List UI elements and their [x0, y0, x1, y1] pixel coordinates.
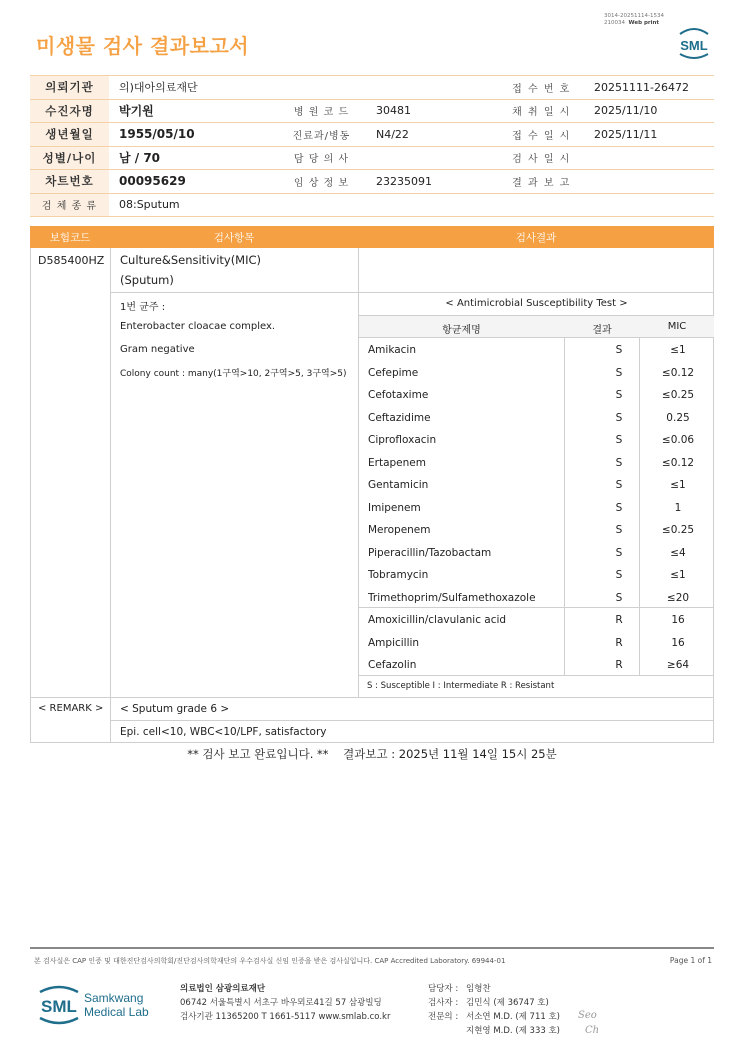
- info-row: [30, 193, 714, 217]
- staff-row: [428, 1024, 560, 1038]
- ast-mic: ≤1: [670, 479, 686, 491]
- info-value: [366, 193, 499, 217]
- staff-list: [428, 982, 560, 1038]
- page-number: Page 1 of 1: [669, 956, 712, 965]
- ast-result: R: [615, 659, 623, 671]
- ast-title: < Antimicrobial Susceptibility Test >: [445, 298, 628, 309]
- ast-row: [359, 473, 714, 496]
- test-item-specimen: (Sputum): [120, 273, 174, 287]
- info-label: 의뢰기관: [30, 76, 109, 100]
- info-label: 진료과/병동: [277, 123, 366, 147]
- ast-mic: 1: [674, 501, 682, 514]
- ast-result: S: [615, 344, 623, 356]
- info-label: 병 원 코 드: [277, 99, 366, 123]
- ast-mic: ≤1: [670, 344, 686, 356]
- ast-result: S: [615, 479, 623, 491]
- completion-notice: ** 검사 보고 완료입니다. ** 결과보고 : 2025년 11월 14일 15시 25분: [187, 747, 557, 761]
- remark-line2: Epi. cell<10, WBC<10/LPF, satisfactory: [120, 726, 327, 738]
- info-label: [277, 193, 366, 217]
- info-label: 결 과 보 고: [499, 170, 584, 194]
- ast-result: S: [615, 591, 623, 604]
- ast-row: [359, 338, 714, 361]
- gram-stain: Gram negative: [120, 344, 195, 355]
- staff-role: 검사자 :: [428, 998, 459, 1008]
- organization-info: [180, 982, 390, 1024]
- ast-drug-name: Cefazolin: [368, 659, 417, 671]
- ast-mic: 16: [671, 614, 685, 626]
- info-label: 임 상 정 보: [277, 170, 366, 194]
- info-value: 00095629: [109, 170, 277, 194]
- info-value: 의)대아의료재단: [109, 76, 277, 100]
- ast-row: [359, 653, 714, 676]
- col-insurance-code: 보험코드: [49, 231, 91, 244]
- print-id-label: Web print: [628, 20, 660, 26]
- ast-row: [359, 541, 714, 564]
- info-label: 접 수 일 시: [499, 123, 584, 147]
- patient-info-table: [30, 75, 714, 217]
- insurance-code: D585400HZ: [38, 254, 105, 267]
- remark-line1: < Sputum grade 6 >: [120, 703, 230, 715]
- staff-row: [428, 982, 560, 996]
- sml-logo: [672, 24, 716, 62]
- info-label: [277, 76, 366, 100]
- ast-drug-name: Ciprofloxacin: [368, 434, 437, 446]
- ast-row: [359, 563, 714, 586]
- print-id-code: 210034: [604, 20, 625, 26]
- info-row: [30, 76, 714, 100]
- info-label: 접 수 번 호: [499, 76, 584, 100]
- staff-name: 김민식 (제 36747 호): [466, 998, 549, 1008]
- result-table: [30, 226, 714, 743]
- colony-count: Colony count : many(1구역>10, 2구역>5, 3구역>5): [120, 369, 347, 379]
- info-value: N4/22: [366, 123, 499, 147]
- ast-result: R: [615, 614, 623, 626]
- staff-name: 지현영 M.D. (제 333 호): [466, 1026, 561, 1036]
- ast-mic: ≤0.25: [661, 524, 695, 536]
- ast-header: [359, 316, 714, 337]
- ast-mic: ≤4: [670, 546, 686, 559]
- signature-1: Seo: [578, 1010, 597, 1021]
- ast-mic: ≤0.06: [661, 434, 695, 446]
- ast-drug-name: Piperacillin/Tazobactam: [368, 546, 492, 559]
- ast-result: S: [615, 501, 623, 514]
- ast-drug-name: Cefepime: [368, 366, 419, 379]
- staff-name: 서소연 M.D. (제 711 호): [466, 1012, 561, 1022]
- ast-mic: ≤0.12: [661, 366, 695, 379]
- ast-drug-name: Cefotaxime: [368, 389, 429, 401]
- info-value: 남 / 70: [109, 146, 277, 170]
- samkwang-logo-name1: Samkwang: [84, 991, 144, 1005]
- info-value: [584, 170, 714, 194]
- col-test-result: 검사결과: [515, 231, 557, 244]
- staff-role: 담당자 :: [428, 984, 459, 994]
- info-label: 검 사 일 시: [499, 146, 584, 170]
- ast-row: [359, 383, 714, 406]
- info-label: 검 체 종 류: [30, 193, 109, 217]
- staff-name: 임형찬: [466, 984, 491, 994]
- info-row: [30, 146, 714, 170]
- staff-row: [428, 1010, 560, 1024]
- footer-divider: [30, 947, 714, 949]
- ast-drug-name: Imipenem: [368, 501, 421, 514]
- signature-2: Ch: [585, 1025, 600, 1036]
- ast-result: S: [615, 524, 623, 536]
- info-value: [366, 146, 499, 170]
- info-label: 수진자명: [30, 99, 109, 123]
- ast-result: R: [615, 636, 623, 649]
- info-value: [584, 193, 714, 217]
- samkwang-logo-name2: Medical Lab: [84, 1005, 149, 1019]
- ast-row: [359, 496, 714, 519]
- info-label: 담 당 의 사: [277, 146, 366, 170]
- info-value: 08:Sputum: [109, 193, 277, 217]
- samkwang-logo: [36, 980, 186, 1028]
- ast-mic: ≤0.12: [661, 456, 695, 469]
- ast-result: S: [615, 569, 623, 581]
- info-value: [584, 146, 714, 170]
- info-value: 23235091: [366, 170, 499, 194]
- info-value: 1955/05/10: [109, 123, 277, 147]
- ast-drug-name: Tobramycin: [368, 569, 429, 581]
- info-value: 2025/11/11: [584, 123, 714, 147]
- ast-mic: ≥64: [666, 659, 690, 671]
- org-address: 06742 서울특별시 서초구 바우뫼로41길 57 삼광빌딩: [180, 998, 382, 1008]
- info-label: 성별/나이: [30, 146, 109, 170]
- ast-row: [359, 518, 714, 541]
- result-table-header: [30, 226, 714, 248]
- info-label: 채 취 일 시: [499, 99, 584, 123]
- test-item-name: Culture&Sensitivity(MIC): [120, 253, 262, 267]
- organism-number: 1번 균주 :: [120, 302, 166, 313]
- ast-drug-name: Amoxicillin/clavulanic acid: [368, 614, 507, 626]
- col-test-item: 검사항목: [213, 231, 255, 244]
- org-name: 의료법인 삼광의료재단: [180, 984, 266, 994]
- ast-mic: ≤0.25: [661, 389, 695, 401]
- ast-col-drug: 항균제명: [442, 325, 481, 336]
- ast-row: [359, 451, 714, 474]
- org-contact: 검사기관 11365200 T 1661-5117 www.smlab.co.kr: [180, 1012, 391, 1022]
- info-value: 20251111-26472: [584, 76, 714, 100]
- info-value: 30481: [366, 99, 499, 123]
- ast-col-mic: MIC: [667, 321, 687, 332]
- ast-row: [359, 428, 714, 451]
- info-row: [30, 123, 714, 147]
- info-value: [366, 76, 499, 100]
- info-value: 박기원: [109, 99, 277, 123]
- info-row: [30, 99, 714, 123]
- ast-mic: ≤1: [670, 569, 686, 581]
- remark-label: < REMARK >: [38, 703, 104, 714]
- ast-drug-name: Ceftazidime: [368, 411, 431, 424]
- info-label: [499, 193, 584, 217]
- info-row: [30, 170, 714, 194]
- ast-result: S: [615, 456, 623, 469]
- ast-mic: ≤20: [666, 591, 690, 604]
- report-title: 미생물 검사 결과보고서: [36, 34, 250, 58]
- ast-mic: 16: [671, 636, 685, 649]
- ast-drug-name: Ampicillin: [368, 636, 420, 649]
- info-label: 생년월일: [30, 123, 109, 147]
- info-value: 2025/11/10: [584, 99, 714, 123]
- ast-row: [359, 586, 714, 609]
- sml-logo-text: SML: [680, 38, 708, 53]
- ast-row: [359, 608, 714, 631]
- ast-legend: S : Susceptible I : Intermediate R : Resistant: [367, 681, 555, 691]
- ast-drug-name: Meropenem: [368, 524, 431, 536]
- ast-drug-name: Ertapenem: [368, 456, 426, 469]
- staff-role: 전문의 :: [428, 1012, 459, 1022]
- organism-name: Enterobacter cloacae complex.: [120, 321, 276, 332]
- ast-result: S: [615, 434, 623, 446]
- ast-result: S: [615, 366, 623, 379]
- staff-role: [428, 1024, 466, 1038]
- footer-certification: 본 검사실은 CAP 인증 및 대한진단검사의학회/진단검사의학재단의 우수검사실 신임 인증을 받은 검사실입니다. CAP Accredited Laboratory. 69944-01: [34, 957, 506, 965]
- staff-row: [428, 996, 560, 1010]
- info-label: 차트번호: [30, 170, 109, 194]
- ast-drug-name: Amikacin: [368, 344, 417, 356]
- ast-col-result: 결과: [592, 325, 612, 336]
- ast-result: S: [615, 546, 623, 559]
- ast-mic: 0.25: [666, 411, 690, 424]
- ast-row: [359, 631, 714, 654]
- samkwang-logo-mark: SML: [41, 997, 77, 1016]
- ast-result: S: [615, 389, 623, 401]
- ast-result: S: [615, 411, 623, 424]
- print-id-line1: 3014-20251114-1534: [604, 13, 664, 19]
- ast-row: [359, 361, 714, 384]
- ast-drug-name: Gentamicin: [368, 479, 429, 491]
- ast-drug-name: Trimethoprim/Sulfamethoxazole: [368, 591, 536, 604]
- ast-row: [359, 406, 714, 429]
